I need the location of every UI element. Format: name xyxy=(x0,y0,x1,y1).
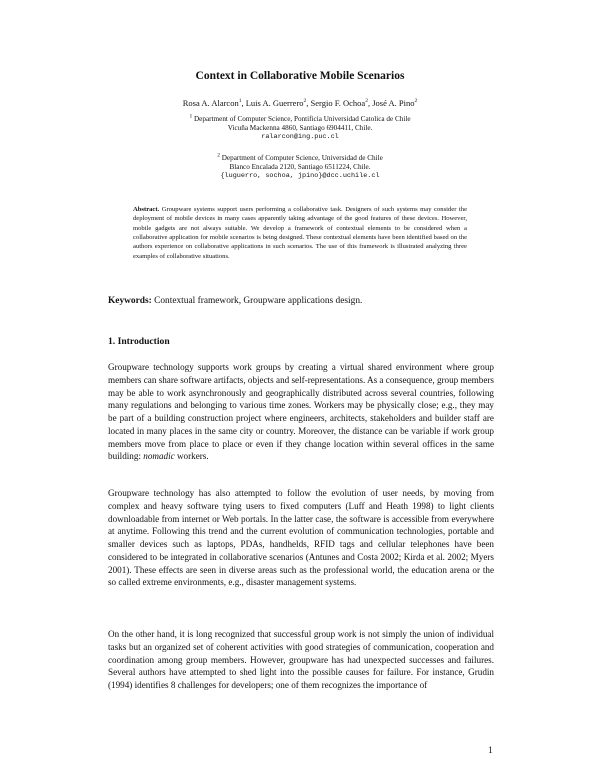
paragraph-text: workers. xyxy=(176,451,209,462)
author-name: Sergio F. Ochoa xyxy=(310,98,366,108)
affiliation-mark: 1 xyxy=(189,113,193,120)
emphasis-text: nomadic xyxy=(143,451,175,462)
author-affil-mark: 1 xyxy=(238,98,242,105)
author-name: Luis A. Guerrero xyxy=(245,98,304,108)
affiliation-address: Blanco Encalada 2120, Santiago 6511224, Chile. xyxy=(229,163,371,172)
affiliation-mark: 2 xyxy=(217,152,220,159)
affiliation-2 xyxy=(0,154,600,182)
author-name: Rosa A. Alarcon xyxy=(182,98,239,108)
paper-title: Context in Collaborative Mobile Scenarios xyxy=(195,70,405,82)
paragraph xyxy=(108,361,494,463)
author-affil-mark: 2 xyxy=(365,98,368,105)
author-list: Rosa A. Alarcon$^1$, Luis A. Guerrero$^2$, Sergio F. Ochoa$^2$, José A. Pino$^2$ xyxy=(182,98,418,108)
paragraph: Groupware technology has also attempted to follow the evolution of user needs, by moving from complex and heavy software tying users to fixed computers (Luff and Heath 1998) to light clients downloadable from internet or Web portals. In the latter case, the software is accessible from everywhere at anytime. Following this trend and the current evolution of communication technologies, portable and smaller devices such as laptops, PDAs, handhelds, RFID tags and cellular telephones have been considered to be integrated in collaborative scenarios (Antunes and Costa 2002; Kirda et al. 2002; Myers 2001). These effects are seen in diverse areas such as the professional world, the education arena or the so called extreme environments, e.g., disaster management systems. xyxy=(108,488,494,588)
keywords-text: Contextual framework, Groupware applications design. xyxy=(154,296,363,306)
abstract xyxy=(133,205,467,261)
author-email: {luguerro, sochoa, jpino}@dcc.uchile.cl xyxy=(220,172,380,181)
page-number: 1 xyxy=(488,745,493,756)
keywords xyxy=(108,296,508,306)
paragraph: On the other hand, it is long recognized that successful group work is not simply the union of individual tasks but an organized set of coherent activities with good strategies of communication, cooperation and coordination among group members. However, groupware has had unexpected successes and failures. Several authors have attempted to shed light into the possible causes for failure. For instance, Grudin (1994) identifies 8 challenges for developers; one of them recognizes the importance of xyxy=(108,629,494,690)
affiliation-1 xyxy=(0,115,600,143)
author-email: ralarcon@ing.puc.cl xyxy=(261,133,339,142)
affiliation-department: Department of Computer Science, Pontificia Universidad Catolica de Chile xyxy=(193,115,411,123)
section-heading: 1. Introduction xyxy=(108,336,170,347)
paragraph-text: Groupware technology supports work groups by creating a virtual shared environment where group members can share software artifacts, objects and self-representations. As a consequence, group members may be able to work asynchronously and geographically distributed across several countries, following many regulations and belonging to various time zones. Workers may be physically close; e.g., they may be part of a building construction project where engineers, architects, stakeholders and builder staff are located in many places in the same city or country. Moreover, the distance can be variable if work group members move from place to place or even if they change location within several offices in the same building: xyxy=(108,362,494,462)
author-name: José A. Pino xyxy=(372,98,415,108)
abstract-label: Abstract. xyxy=(133,206,160,213)
affiliation-department: Department of Computer Science, Universidad de Chile xyxy=(221,154,383,162)
author-affil-mark: 2 xyxy=(303,98,307,105)
abstract-text: Groupware systems support users performing a collaborative task. Designers of such systems may consider the deployment of mobile devices in many cases apparently taking advantage of the good features of these devices. However, mobile gadgets are not always suitable. We develop a framework of contextual elements to be considered when a collaborative application for mobile scenarios is being designed. These contextual elements have been identified based on the authors experience on collaborative applications in such scenarios. The use of this framework is illustrated analyzing three examples of collaborative situations. xyxy=(133,206,467,260)
keywords-label: Keywords: xyxy=(108,296,152,306)
author-affil-mark: 2 xyxy=(414,98,418,105)
affiliation-address: Vicuña Mackenna 4860, Santiago 6904411, Chile. xyxy=(227,124,373,133)
